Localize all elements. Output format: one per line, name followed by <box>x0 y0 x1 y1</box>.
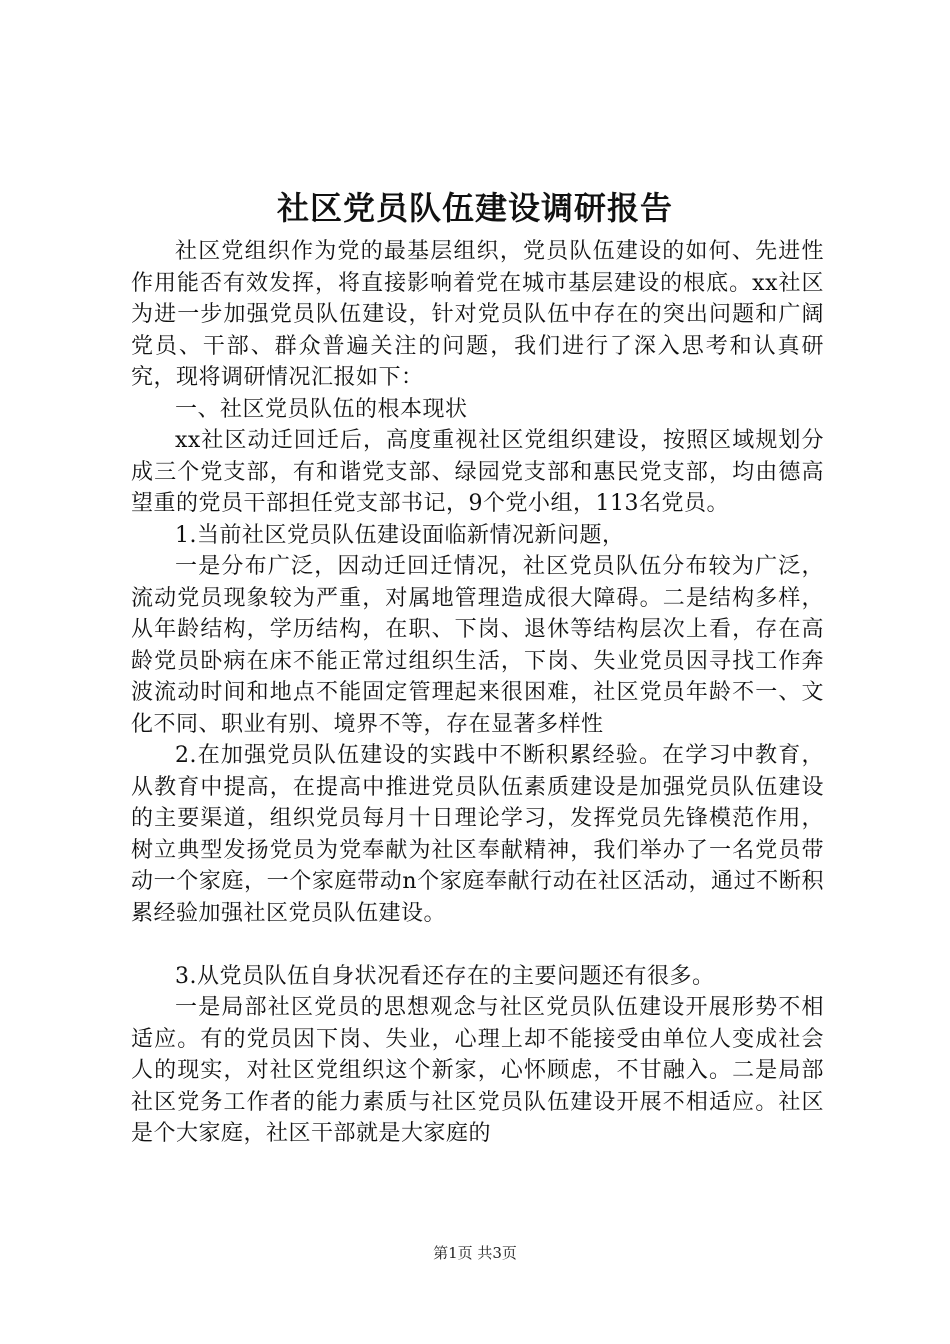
paragraph-status: xx社区动迁回迁后，高度重视社区党组织建设，按照区域规划分成三个党支部，有和谐党支部、绿园党支部和惠民党支部，均由德高望重的党员干部担任党支部书记，9个党小组，113名党员。 <box>131 428 824 516</box>
subheading-3: 3.从党员队伍自身状况看还存在的主要问题还有很多。 <box>175 963 715 989</box>
paragraph-experience: 2.在加强党员队伍建设的实践中不断积累经验。在学习中教育，从教育中提高，在提高中推进党员队伍素质建设是加强党员队伍建设的主要渠道，组织党员每月十日理论学习，发挥党员先锋模范作用，树立典型发扬党员为党奉献为社区奉献精神，我们举办了一名党员带动一个家庭，一个家庭带动n个家庭奉献行动在社区活动，通过不断积累经验加强社区党员队伍建设。 <box>131 743 824 926</box>
page-footer: 第1页 共3页 <box>433 1244 517 1262</box>
paragraph-issues: 一是分布广泛，因动迁回迁情况，社区党员队伍分布较为广泛，流动党员现象较为严重，对属地管理造成很大障碍。二是结构多样，从年龄结构，学历结构，在职、下岗、退休等结构层次上看，存在高龄党员卧病在床不能正常过组织生活，下岗、失业党员因寻找工作奔波流动时间和地点不能固定管理起来很困难，社区党员年龄不一、文化不同、职业有别、境界不等，存在显著多样性 <box>131 554 824 737</box>
paragraph-spacer <box>131 929 824 961</box>
paragraph-problems: 一是局部社区党员的思想观念与社区党员队伍建设开展形势不相适应。有的党员因下岗、失业，心理上却不能接受由单位人变成社会人的现实，对社区党组织这个新家，心怀顾虑，不甘融入。二是局部社区党务工作者的能力素质与社区党员队伍建设开展不相适应。社区是个大家庭，社区干部就是大家庭的 <box>131 995 824 1146</box>
document-body <box>131 236 824 1150</box>
section-heading-1: 一、社区党员队伍的根本现状 <box>175 396 468 422</box>
page-title: 社区党员队伍建设调研报告 <box>276 189 673 227</box>
paragraph-intro: 社区党组织作为党的最基层组织，党员队伍建设的如何、先进性作用能否有效发挥，将直接影响着党在城市基层建设的根底。xx社区为进一步加强党员队伍建设，针对党员队伍中存在的突出问题和广阔党员、干部、群众普遍关注的问题，我们进行了深入思考和认真研究，现将调研情况汇报如下： <box>131 239 824 390</box>
subheading-1: 1.当前社区党员队伍建设面临新情况新问题， <box>175 522 625 548</box>
